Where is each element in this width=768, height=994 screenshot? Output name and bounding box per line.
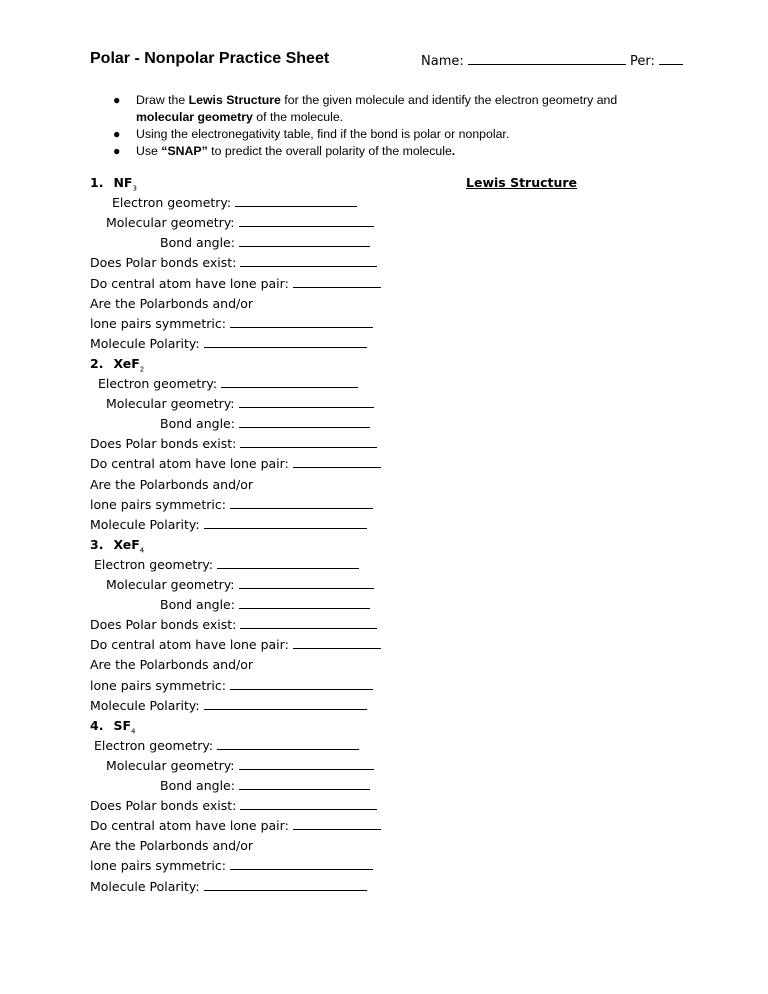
field-label: Does Polar bonds exist: [90, 255, 237, 271]
field-polarity [90, 698, 367, 713]
answer-blank[interactable] [239, 778, 370, 790]
answer-blank[interactable] [293, 276, 381, 288]
answer-blank[interactable] [239, 416, 370, 428]
field-label: Bond angle: [160, 416, 235, 432]
field-label: Are the Polarbonds and/or [90, 838, 254, 854]
field-polarity [90, 517, 367, 532]
bullet-icon: ● [113, 144, 121, 158]
field-label: Molecule Polarity: [90, 516, 200, 532]
field-symmetric-1 [90, 657, 253, 672]
answer-blank[interactable] [235, 195, 357, 207]
question-number: 1. [90, 175, 104, 190]
field-label: Does Polar bonds exist: [90, 436, 237, 452]
answer-blank[interactable] [293, 818, 381, 830]
field-polar-bonds [90, 436, 377, 451]
molecule-formula: $NF_3$ [113, 175, 137, 193]
question-number: 4. [90, 717, 104, 733]
question-heading [90, 175, 137, 193]
bullet-icon: ● [113, 127, 121, 141]
field-label: Bond angle: [160, 778, 235, 793]
field-label: lone pairs symmetric: [90, 315, 226, 331]
answer-blank[interactable] [240, 617, 377, 629]
field-label: Are the Polarbonds and/or [90, 657, 254, 673]
field-label: Molecular geometry: [106, 215, 235, 231]
field-polar-bonds [90, 798, 377, 813]
answer-blank[interactable] [204, 517, 367, 529]
field-bond-angle [160, 235, 370, 250]
answer-blank[interactable] [240, 255, 377, 267]
field-label: Electron geometry: [94, 556, 214, 572]
field-lone-pair [90, 818, 381, 833]
field-symmetric-2 [90, 858, 373, 873]
field-label: Do central atom have lone pair: [90, 818, 289, 834]
field-label: Molecule Polarity: [90, 878, 200, 894]
field-lone-pair [90, 456, 381, 471]
answer-blank[interactable] [204, 336, 367, 348]
instruction-item: ● Use “SNAP” to predict the overall polarity of the molecule. [113, 144, 456, 158]
field-lone-pair [90, 276, 381, 291]
field-label: Does Polar bonds exist: [90, 798, 237, 814]
field-molecular-geometry [106, 215, 374, 230]
answer-blank[interactable] [230, 316, 373, 328]
field-symmetric-1 [90, 477, 253, 492]
field-symmetric-1 [90, 296, 253, 311]
answer-blank[interactable] [230, 858, 373, 870]
field-label: Molecule Polarity: [90, 697, 200, 713]
field-label: Molecular geometry: [106, 577, 235, 592]
name-period-line [421, 52, 683, 69]
answer-blank[interactable] [240, 798, 377, 810]
bullet-icon: ● [113, 93, 121, 107]
answer-blank[interactable] [239, 758, 374, 770]
field-label: Are the Polarbonds and/or [90, 295, 254, 311]
answer-blank[interactable] [204, 698, 367, 710]
field-label: lone pairs symmetric: [90, 677, 226, 693]
molecule-formula: $SF_4$ [113, 717, 136, 736]
answer-blank[interactable] [230, 678, 373, 690]
field-bond-angle [160, 597, 370, 612]
field-molecular-geometry [106, 396, 374, 411]
field-label: Electron geometry: [98, 376, 218, 391]
answer-blank[interactable] [217, 557, 359, 569]
answer-blank[interactable] [239, 235, 370, 247]
field-label: Molecular geometry: [106, 757, 235, 773]
answer-blank[interactable] [240, 436, 377, 448]
field-lone-pair [90, 637, 381, 652]
per-blank[interactable] [659, 52, 683, 65]
answer-blank[interactable] [239, 597, 370, 609]
field-polarity [90, 879, 367, 894]
field-label: Molecular geometry: [106, 396, 235, 412]
field-label: Do central atom have lone pair: [90, 637, 289, 653]
question-number: 3. [90, 536, 104, 552]
field-label: Do central atom have lone pair: [90, 456, 289, 472]
field-symmetric-2 [90, 497, 373, 512]
field-polar-bonds [90, 255, 377, 270]
question-number: 2. [90, 355, 104, 371]
answer-blank[interactable] [293, 637, 381, 649]
field-label: lone pairs symmetric: [90, 858, 226, 874]
field-bond-angle [160, 416, 370, 431]
molecule-formula: XeF$_4$ [113, 536, 145, 555]
answer-blank[interactable] [204, 879, 367, 891]
answer-blank[interactable] [221, 376, 358, 388]
answer-blank[interactable] [239, 577, 374, 589]
field-electron-geometry [112, 195, 357, 210]
field-electron-geometry [98, 376, 358, 391]
molecule-formula: XeF$_2$ [113, 355, 145, 374]
field-polar-bonds [90, 617, 377, 632]
field-molecular-geometry [106, 758, 374, 773]
field-symmetric-2 [90, 678, 373, 693]
instruction-item: ● Draw the Lewis Structure for the given molecule and identify the electron geometry and molecular geometry of the molecule. [113, 93, 618, 124]
field-electron-geometry [94, 557, 359, 572]
field-label: Do central atom have lone pair: [90, 275, 289, 291]
instructions-list [113, 92, 673, 160]
per-label: Per: [630, 54, 655, 69]
field-symmetric-1 [90, 838, 253, 853]
field-label: lone pairs symmetric: [90, 496, 226, 512]
field-molecular-geometry [106, 577, 374, 592]
question-heading [90, 537, 144, 555]
answer-blank[interactable] [239, 215, 374, 227]
field-symmetric-2 [90, 316, 373, 331]
field-label: Bond angle: [160, 597, 235, 613]
question-heading [90, 356, 144, 374]
page-title: Polar - Nonpolar Practice Sheet [90, 50, 330, 67]
field-label: Electron geometry: [112, 195, 232, 211]
field-label: Does Polar bonds exist: [90, 617, 237, 633]
field-label: Are the Polarbonds and/or [90, 476, 254, 492]
field-electron-geometry [94, 738, 359, 753]
field-bond-angle [160, 778, 370, 793]
answer-blank[interactable] [230, 497, 373, 509]
name-blank[interactable] [468, 52, 626, 65]
name-label: Name: [421, 54, 464, 69]
instruction-item: ● Using the electronegativity table, find if the bond is polar or nonpolar. [113, 127, 510, 141]
field-label: Molecule Polarity: [90, 335, 200, 351]
answer-blank[interactable] [239, 396, 374, 408]
field-label: Electron geometry: [94, 737, 214, 753]
field-label: Bond angle: [160, 235, 235, 251]
answer-blank[interactable] [217, 738, 359, 750]
answer-blank[interactable] [293, 456, 381, 468]
question-heading [90, 718, 135, 736]
lewis-structure-heading: Lewis Structure [466, 175, 578, 190]
field-polarity [90, 336, 367, 351]
